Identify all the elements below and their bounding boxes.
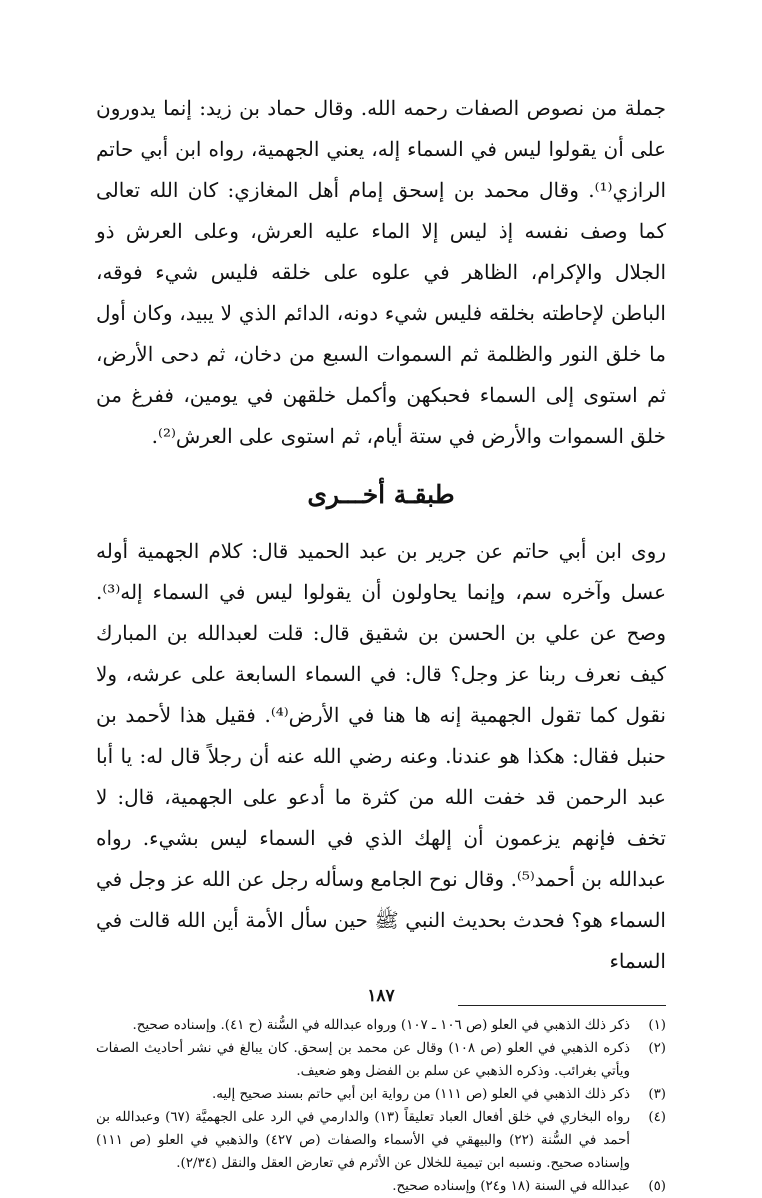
footnote	[96, 1175, 666, 1198]
footnote-number: (١)	[648, 1018, 666, 1033]
footnotes-list	[96, 1014, 666, 1198]
footnote-number: (٢)	[648, 1041, 666, 1056]
footnote-number: (٥)	[648, 1179, 666, 1194]
section-heading: طبقـة أخـــرى	[307, 480, 455, 509]
footnote	[96, 1014, 666, 1037]
footnote-text: عبدالله في السنة (١٨ و٢٤) وإسناده صحيح.	[392, 1179, 630, 1194]
footnote-text: ذكر ذلك الذهبي في العلو (ص ١١١) من رواية ابن أبي حاتم بسند صحيح إليه.	[211, 1087, 630, 1102]
page-number: ١٨٧	[367, 986, 395, 1006]
footnote-text: ذكر ذلك الذهبي في العلو (ص ١٠٦ ـ ١٠٧) ورواه عبدالله في السُّنة (ح ٤١). وإسناده صحيح.	[132, 1018, 630, 1033]
footnote	[96, 1083, 666, 1106]
footnote-text: ذكره الذهبي في العلو (ص ١٠٨) وقال عن محمد بن إسحق. كان يبالغ في نشر أحاديث الصفات ويأتي بغرائب. وذكره الذهبي عن سلم بن الفضل وهو ضعيف.	[96, 1041, 630, 1079]
body-paragraph-1: جملة من نصوص الصفات رحمه الله. وقال حماد بن زيد: إنما يدورون على أن يقولوا ليس في السماء إله، يعني الجهمية، رواه ابن أبي حاتم الرازي⁽¹⁾. وقال محمد بن إسحق إمام أهل المغازي: كان الله تعالى كما وصف نفسه إذ ليس إلا الماء عليه العرش، وعلى العرش ذو الجلال والإكرام، الظاهر في علوه على خلقه فليس شيء فوقه، الباطن لإحاطته بخلقه فليس شيء دونه، الدائم الذي لا يبيد، وكان أول ما خلق النور والظلمة ثم السموات السبع من دخان، ثم دحى الأرض، ثم استوى إلى السماء فحبكهن وأكمل خلقهن في يومين، ففرغ من خلق السموات والأرض في ستة أيام، ثم استوى على العرش⁽²⁾.	[96, 96, 666, 448]
footnote	[96, 1037, 666, 1083]
footnote	[96, 1106, 666, 1175]
body-paragraph-2: روى ابن أبي حاتم عن جرير بن عبد الحميد قال: كلام الجهمية أوله عسل وآخره سم، وإنما يحاولون أن يقولوا ليس في السماء إله⁽³⁾. وصح عن علي بن الحسن بن شقيق قال: قلت لعبدالله بن المبارك كيف نعرف ربنا عز وجل؟ قال: في السماء السابعة على عرشه، ولا نقول كما تقول الجهمية إنه ها هنا في الأرض⁽⁴⁾. فقيل هذا لأحمد بن حنبل فقال: هكذا هو عندنا. وعنه رضي الله عنه أن رجلاً قال له: يا أبا عبد الرحمن قد خفت الله من كثرة ما أدعو على الجهمية، قال: لا تخف فإنهم يزعمون أن إلهك الذي في السماء ليس بشيء. رواه عبدالله بن أحمد⁽⁵⁾. وقال نوح الجامع وسأله رجل عن الله عز وجل في السماء هو؟ فحدث بحديث النبي ﷺ حين سأل الأمة أين الله قالت في السماء	[96, 539, 667, 973]
footnote-number: (٤)	[648, 1110, 666, 1125]
footnote-number: (٣)	[648, 1087, 666, 1102]
footnote-text: رواه البخاري في خلق أفعال العباد تعليقاً (١٣) والدارمي في الرد على الجهميَّة (٦٧) وعبدالله بن أحمد في السُّنة (٢٢) والبيهقي في الأسماء والصفات (ص ٤٢٧) والذهبي في العلو (ص ١١١) وإسناده صحيح. ونسبه ابن تيمية للخلال عن الأثرم في تعارض العقل والنقل (٢/٣٤).	[96, 1110, 631, 1171]
